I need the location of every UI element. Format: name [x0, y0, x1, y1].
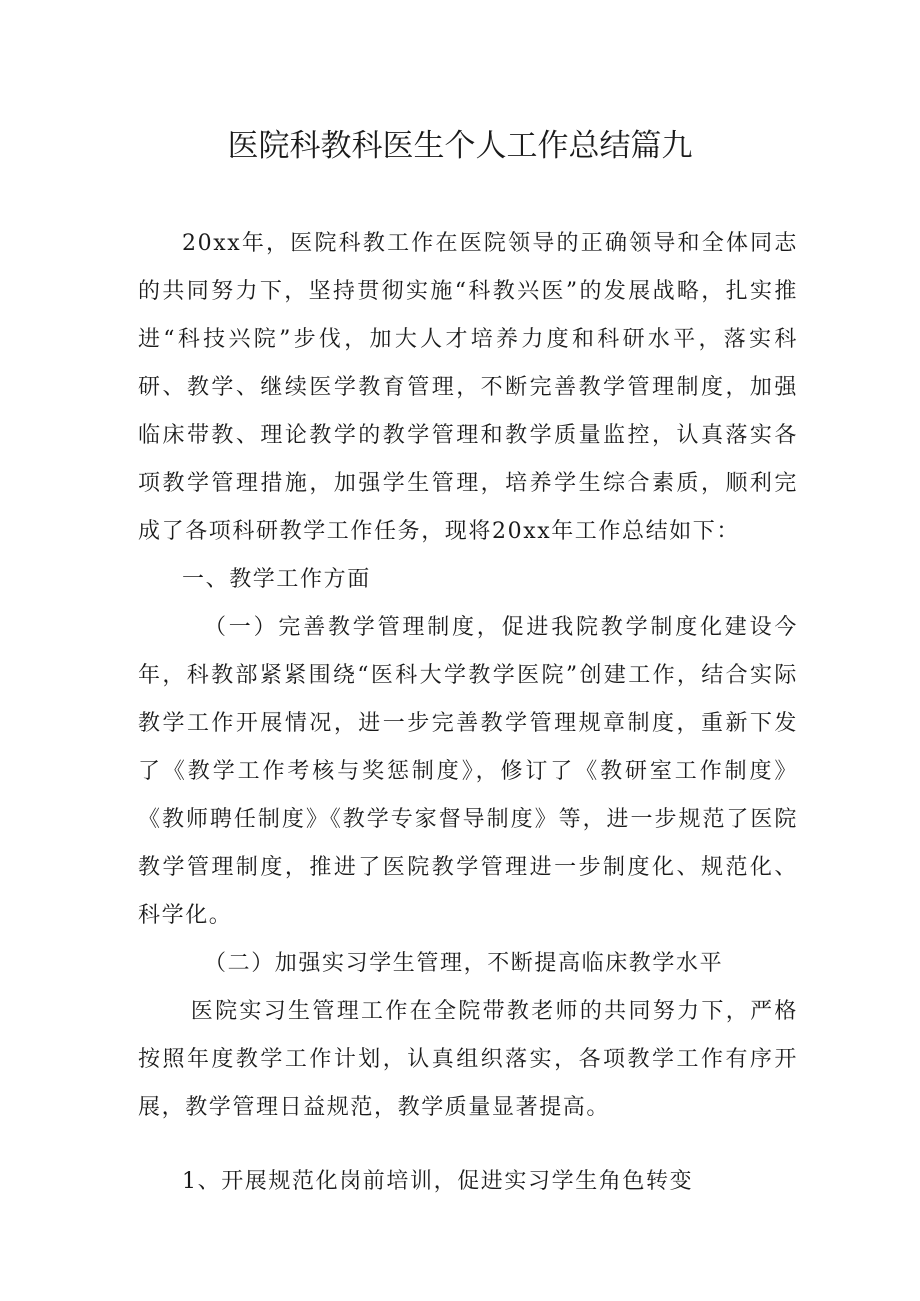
section-1-heading: 一、教学工作方面 [182, 567, 371, 592]
section-1-item-2-heading: （二）加强实习学生管理，不断提高临床教学水平 [204, 951, 724, 976]
document-body [138, 220, 798, 1206]
section-1-item-1-paragraph: （一）完善教学管理制度，促进我院教学制度化建设今年，科教部紧紧围绕“医科大学教学医院”创建工作，结合实际教学工作开展情况，进一步完善教学管理规章制度，重新下发了《教学工作考核与奖惩制度》，修订了《教研室工作制度》《教师聘任制度》《教学专家督导制度》等，进一步规范了医院教学管理制度，推进了医院教学管理进一步制度化、规范化、科学化。 [138, 615, 798, 928]
paragraph-spacer [138, 1132, 798, 1158]
point-1-heading: 1、开展规范化岗前培训，促进实习学生角色转变 [182, 1169, 694, 1194]
section-1-item-2-paragraph: 医院实习生管理工作在全院带教老师的共同努力下，严格按照年度教学工作计划，认真组织落实，各项教学工作有序开展，教学管理日益规范，教学质量显著提高。 [138, 999, 798, 1120]
document-title: 医院科教科医生个人工作总结篇九 [227, 128, 693, 164]
intro-paragraph: 20xx年，医院科教工作在医院领导的正确领导和全体同志的共同努力下，坚持贯彻实施“科教兴医”的发展战略，扎实推进“科技兴院”步伐，加大人才培养力度和科研水平，落实科研、教学、继续医学教育管理，不断完善教学管理制度，加强临床带教、理论教学的教学管理和教学质量监控，认真落实各项教学管理措施，加强学生管理，培养学生综合素质，顺利完成了各项科研教学工作任务，现将20xx年工作总结如下： [138, 231, 798, 544]
